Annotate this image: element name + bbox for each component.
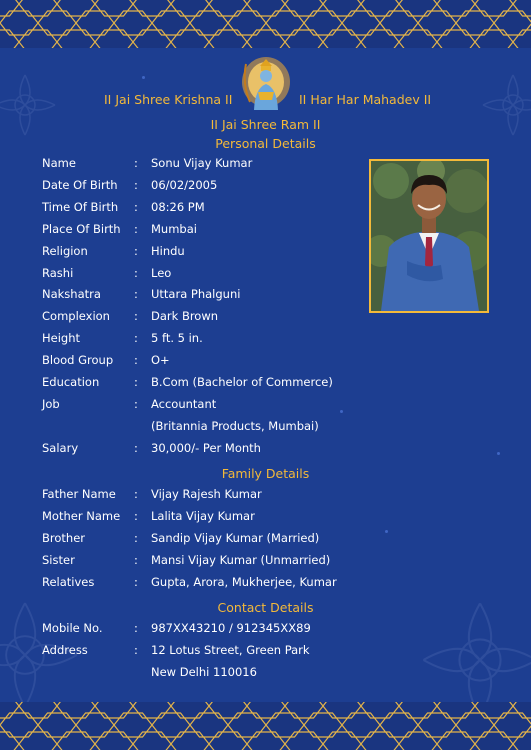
row-value: 5 ft. 5 in.: [151, 331, 203, 346]
row-separator: :: [134, 552, 138, 567]
family-details-heading: Family Details: [221, 466, 310, 481]
row-separator: :: [134, 177, 138, 192]
row-value: Mansi Vijay Kumar (Unmarried): [151, 552, 331, 567]
row-value: 987XX43210 / 912345XX89: [151, 621, 311, 635]
row-value: Uttara Phalguni: [151, 287, 241, 302]
row-value: Lalita Vijay Kumar: [151, 508, 255, 523]
row-label: Nakshatra: [42, 287, 101, 302]
row-separator: :: [134, 331, 138, 346]
row-separator: :: [134, 265, 138, 280]
row-value: 06/02/2005: [151, 177, 218, 192]
row-value: Dark Brown: [151, 309, 219, 324]
row-separator: :: [134, 487, 138, 501]
blessing-center: II Jai Shree Ram II: [210, 117, 321, 132]
row-separator: :: [134, 221, 138, 236]
decor-dot: [340, 410, 343, 413]
profile-photo: [369, 159, 489, 313]
row-label: Blood Group: [42, 353, 114, 368]
row-separator: :: [134, 309, 138, 324]
row-label: Sister: [42, 552, 75, 567]
row-value: 12 Lotus Street, Green Park: [151, 642, 310, 657]
row-label: Date Of Birth: [42, 177, 118, 192]
row-label: Address: [42, 642, 88, 657]
row-value: New Delhi 110016: [151, 664, 257, 679]
row-label: Rashi: [42, 265, 74, 280]
row-label: Brother: [42, 530, 86, 545]
blessing-right: II Har Har Mahadev II: [299, 92, 432, 107]
decor-dot: [385, 530, 388, 533]
row-value: 08:26 PM: [151, 199, 205, 214]
row-separator: :: [134, 156, 138, 170]
row-separator: :: [134, 574, 138, 589]
personal-details-heading: Personal Details: [215, 136, 316, 151]
row-label: Name: [42, 156, 76, 170]
row-label: Job: [42, 396, 60, 411]
person-photo-icon: [371, 161, 487, 311]
row-label: Time Of Birth: [42, 199, 119, 214]
row-separator: :: [134, 243, 138, 258]
row-label: Salary: [42, 440, 79, 455]
row-label: Mother Name: [42, 508, 121, 523]
bottom-pattern-border: [0, 702, 531, 750]
row-value: Sonu Vijay Kumar: [151, 156, 253, 170]
row-value: 30,000/- Per Month: [151, 440, 261, 455]
row-value: B.Com (Bachelor of Commerce): [151, 375, 333, 389]
row-label: Place Of Birth: [42, 221, 121, 236]
decor-dot: [497, 452, 500, 455]
row-separator: :: [134, 287, 138, 302]
row-separator: :: [134, 530, 138, 545]
row-label: Complexion: [42, 309, 110, 324]
row-value: O+: [151, 353, 170, 368]
row-label: Height: [42, 331, 81, 346]
row-separator: :: [134, 508, 138, 523]
row-separator: :: [134, 621, 138, 635]
row-separator: :: [134, 353, 138, 368]
row-value: Hindu: [151, 243, 185, 258]
row-value: Gupta, Arora, Mukherjee, Kumar: [151, 574, 337, 589]
row-separator: :: [134, 199, 138, 214]
row-label: Religion: [42, 243, 88, 258]
row-value: Leo: [151, 265, 172, 280]
blessing-left: II Jai Shree Krishna II: [104, 92, 233, 107]
contact-details-heading: Contact Details: [217, 600, 314, 615]
row-label: Education: [42, 375, 100, 389]
row-value: Vijay Rajesh Kumar: [151, 487, 262, 501]
deity-icon: [240, 56, 292, 110]
row-separator: :: [134, 396, 138, 411]
lattice-pattern: [0, 0, 531, 48]
row-value: (Britannia Products, Mumbai): [151, 418, 319, 433]
row-label: Relatives: [42, 574, 95, 589]
row-separator: :: [134, 440, 138, 455]
row-value: Sandip Vijay Kumar (Married): [151, 530, 320, 545]
row-value: Mumbai: [151, 221, 197, 236]
top-pattern-border: [0, 0, 531, 48]
row-separator: :: [134, 375, 138, 389]
row-label: Father Name: [42, 487, 116, 501]
lattice-pattern: [0, 702, 531, 750]
decor-dot: [142, 76, 145, 79]
row-label: Mobile No.: [42, 621, 103, 635]
row-value: Accountant: [151, 396, 217, 411]
row-separator: :: [134, 642, 138, 657]
